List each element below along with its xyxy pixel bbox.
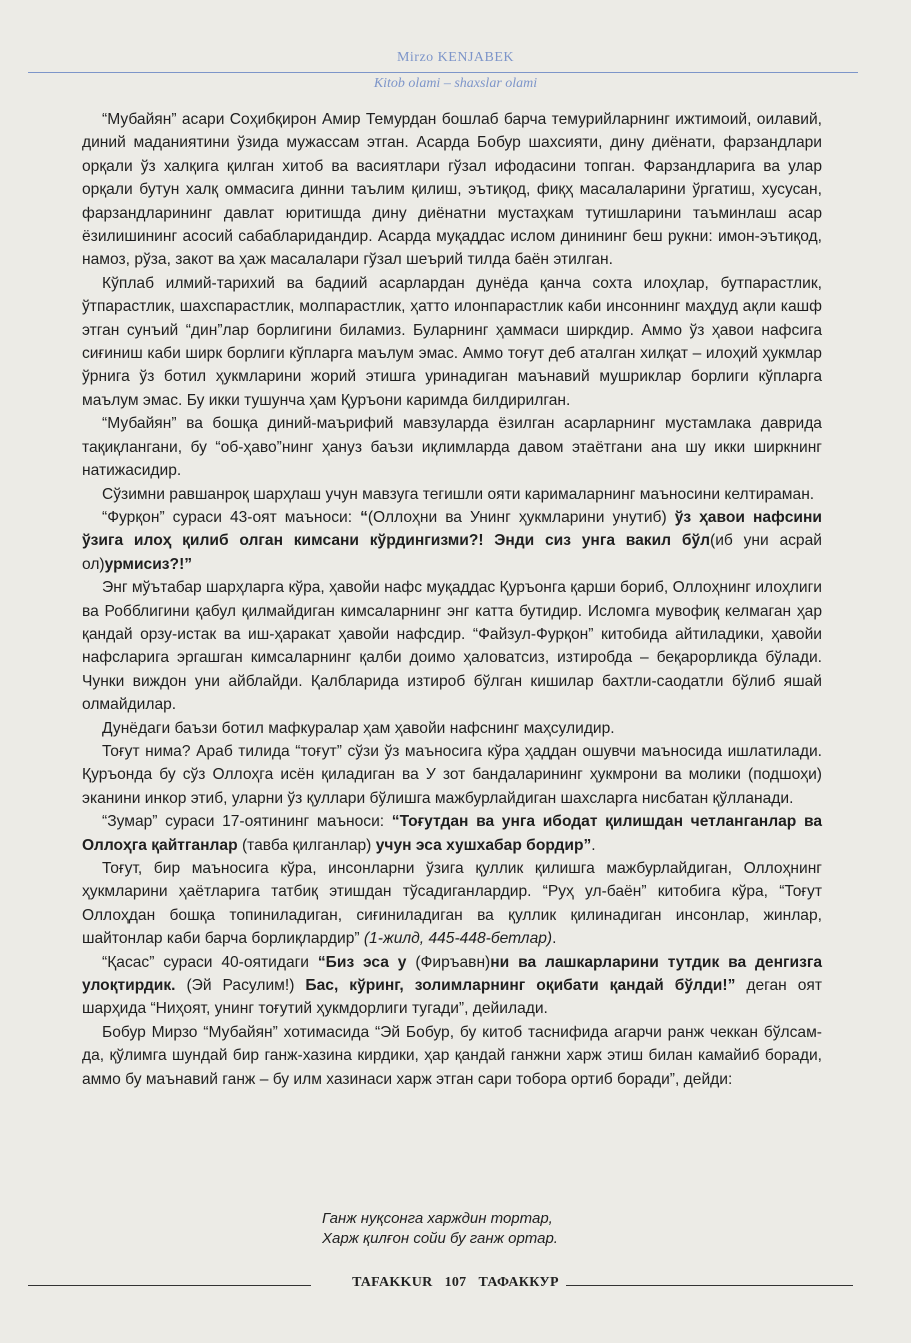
text-run: Тоғут нима? Араб тилида “тоғут” сўзи ўз маъносига кўра ҳаддан ошувчи маъносида ишлатилади. Қуръонда бу сўз Оллоҳга исён қиладиган ва У зот бандаларининг ҳукмрони ва молики (подшоҳи) эканини инкор этиб, уларни ўз қуллари бўлишга мажбурлайдиган шахсларга нисбатан қўлланади.	[82, 742, 822, 807]
paragraph	[82, 272, 822, 412]
header-subtitle: Kitob olami – shaxslar olami	[373, 76, 538, 91]
paragraph	[82, 576, 822, 716]
text-run: Бобур Мирзо “Мубайян” хотимасида “Эй Бобур, бу китоб таснифида агарчи ранж чеккан бўлсам-да, қўлимга шундай бир ганж-хазина кирдики, ҳар қандай ганжни харж этиш билан камайиб боради, аммо бу маънавий ганж – бу илм хазинаси харж этган сари тобора ортиб боради”, дейди:	[82, 1023, 822, 1088]
poem-line-2: Харж қилғон сойи бу ганж ортар.	[322, 1230, 558, 1247]
paragraph	[82, 740, 822, 810]
footer-journal-cyrillic: ТАФАККУР	[478, 1275, 559, 1290]
header-author: Mirzo KENJABEK	[396, 50, 515, 65]
footer-text	[0, 1275, 911, 1291]
paragraph	[82, 1021, 822, 1091]
text-run: “Қасас” сураси 40-оятидаги	[102, 953, 318, 971]
text-run: Энг мўътабар шарҳларга кўра, ҳавойи нафс муқаддас Қуръонга қарши бориб, Оллоҳнинг илоҳлиги ва Робблигини қабул қилмайдиган кимсаларнинг энг катта бутидир. Исломга мувофиқ келмаган ҳар қандай орзу-истак ва иш-ҳаракат ҳавойи нафсдир. “Файзул-Фурқон” китобида айтиладики, ҳавойи нафсларига эргашган кимсаларнинг қалби доимо ҳаловатсиз, изтиробда – беқарорликда бўлади. Чунки виждон уни айблайди. Қалбларида изтироб бўлган кишилар бахтли-саодатли бўлиб яшай олмайдилар.	[82, 579, 822, 714]
footer-journal-latin: TAFAKKUR	[352, 1275, 433, 1290]
text-run: (Фиръавн)	[406, 953, 491, 971]
poem-quote	[322, 1209, 558, 1249]
bold-text: “Тоғутдан ва унга ибодат қилишдан четланганлар ва Оллоҳга қайтганлар	[82, 813, 823, 854]
paragraph	[82, 810, 822, 857]
article-body	[82, 108, 822, 1091]
text-run: “Мубайян” ва бошқа диний-маърифий мавзуларда ёзилган асарларнинг мустамлака даврида тақиқлангани, бу “об-ҳаво”нинг ҳануз баъзи иқлимларда давом этаётгани ана шу икки ширкнинг натижасидир.	[82, 415, 822, 480]
text-run: деган оят шарҳида “Ниҳоят, унинг тоғутий ҳукмдорлиги тугади”, дейилади.	[82, 977, 822, 1018]
bold-text: ўз ҳавои нафсини ўзига илоҳ қилиб олган кимсани кўрдингизми?! Энди сиз унга вакил бўл	[82, 508, 822, 550]
text-run: (Оллоҳни ва Унинг ҳукмларини унутиб)	[367, 508, 675, 526]
text-run: “Зумар” сураси 17-оятининг маъноси:	[102, 813, 392, 831]
paragraph	[82, 951, 822, 1021]
paragraph	[82, 857, 822, 951]
text-run: “Фурқон” сураси 43-оят маъноси:	[102, 508, 361, 526]
poem-line-1: Ганж нуқсонга харждин тортар,	[322, 1210, 553, 1227]
bold-text: ни ва лашкарларини тутдик ва денгизга улоқтирдик.	[82, 953, 823, 995]
text-run: (Эй Расулим!)	[175, 977, 306, 995]
bold-text: учун эса хушхабар бордир”	[375, 836, 592, 854]
text-run: (тавба қилганлар)	[237, 836, 376, 854]
header-rule	[28, 72, 858, 73]
text-run: .	[591, 836, 596, 854]
bold-text: урмисиз?!”	[104, 555, 193, 573]
paragraph	[82, 412, 822, 482]
text-run: Тоғут, бир маъносига кўра, инсонларни ўзига қуллик қилишга мажбурлайдиган, Оллоҳнинг ҳукмларини ҳаётларига татбиқ этишдан тўсадиганлардир. “Руҳ ул-баён” китобига кўра, “Тоғут Оллоҳдан бошқа топиниладиган, сиғиниладиган ва қуллик қилинадиган инсонлар, жинлар, шайтонлар каби барча борлиқлардир”	[82, 860, 822, 948]
text-run: .	[552, 930, 557, 948]
paragraph	[82, 717, 822, 740]
paragraph	[82, 483, 822, 506]
text-run: Кўплаб илмий-тарихий ва бадиий асарлардан дунёда қанча сохта илоҳлар, бутпарастлик, ўтпарастлик, шахспарастлик, молпарастлик, ҳатто илонпарастлик каби инсоннинг маҳдуд ақли кашф этган сунъий “дин”лар борлигини биламиз. Буларнинг ҳаммаси ширкдир. Аммо ўз ҳавои нафсига сиғиниш каби ширк борлиги кўпларга маълум эмас. Аммо тоғут деб аталган хилқат – илоҳий ҳукмлар ўрнига ўз ботил ҳукмларини жорий этишга уринадиган маънавий мушриклар борлиги кўпларга маълум эмас. Бу икки тушунча ҳам Қуръони каримда билдирилган.	[82, 274, 822, 409]
italic-text: (1-жилд, 445-448-бетлар)	[363, 930, 553, 948]
text-run: (иб уни асрай ол)	[82, 532, 822, 573]
page-number: 107	[444, 1275, 467, 1290]
text-run: “Мубайян” асари Соҳибқирон Амир Темурдан бошлаб барча темурийларнинг ижтимоий, оилавий, диний маданиятини ўзида мужассам этган. Асарда Бобур шахсияти, дину диёнати, фарзандлари орқали ўз халқига қилган хитоб ва васиятлари гўзал ифодасини топган. Фарзандларига ва улар орқали бутун халқ оммасига динни таълим қилиш, эътиқод, фиқҳ масалаларини ўргатиш, хусусан, фарзандларининг давлат юритишда дину диёнатни мустаҳкам тутишларини таъминлаш асар ёзилишининг асосий сабабларидандир. Асарда муқаддас ислом динининг беш рукни: имон-эътиқод, намоз, рўза, закот ва ҳаж масалалари гўзал шеърий тилда баён этилган.	[82, 111, 822, 269]
paragraph	[82, 108, 822, 272]
text-run: Дунёдаги баъзи ботил мафкуралар ҳам ҳавойи нафснинг маҳсулидир.	[102, 719, 615, 737]
running-footer	[0, 1275, 911, 1295]
bold-text: Бас, кўринг, золимларнинг оқибати қандай бўлди!”	[305, 977, 736, 995]
text-run: Сўзимни равшанроқ шарҳлаш учун мавзуга тегишли ояти карималарнинг маъносини келтираман.	[102, 485, 815, 503]
paragraph	[82, 506, 822, 576]
bold-text: “	[360, 508, 368, 526]
bold-text: “Биз эса у	[317, 953, 407, 971]
